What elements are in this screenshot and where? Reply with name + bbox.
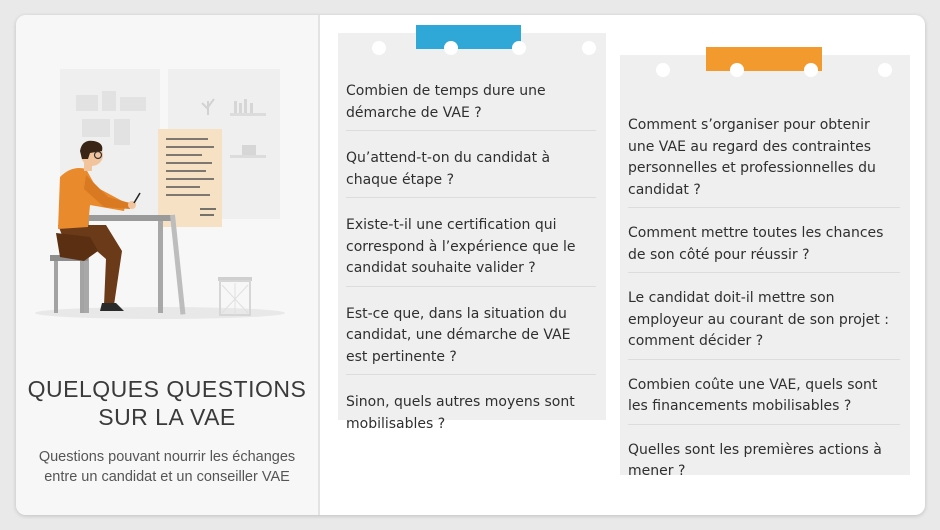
question-item: Le candidat doit-il mettre son employeur au courant de son projet : comment décider ? [628, 288, 900, 360]
question-item: Existe-t-il une certification qui correspond à l’expérience que le candidat souhaite valider ? [346, 215, 596, 287]
punch-hole [444, 41, 458, 55]
punch-hole [878, 63, 892, 77]
person-writing-illustration [30, 65, 310, 330]
question-list [346, 81, 596, 458]
question-item: Quelles sont les premières actions à mener ? [628, 441, 882, 479]
question-item: Combien coûte une VAE, quels sont les financements mobilisables ? [628, 375, 900, 425]
subtitle-line-2: entre un candidat et un conseiller VAE [44, 469, 290, 485]
question-note-orange [620, 55, 910, 479]
punch-hole [512, 41, 526, 55]
title-line-2: SUR LA VAE [98, 404, 236, 430]
punch-hole [804, 63, 818, 77]
paper-sheet [158, 129, 222, 227]
page-title [16, 375, 318, 431]
subtitle-line-1: Questions pouvant nourrir les échanges [38, 449, 296, 465]
left-panel [16, 15, 318, 515]
question-item: Sinon, quels autres moyens sont mobilisables ? [346, 394, 575, 432]
punch-holes [338, 41, 606, 55]
panel-divider [318, 15, 320, 515]
question-item: Combien de temps dure une démarche de VAE ? [346, 81, 596, 131]
punch-holes [620, 63, 910, 77]
title-line-1: QUELQUES QUESTIONS [27, 376, 307, 402]
question-item: Comment mettre toutes les chances de son côté pour réussir ? [628, 223, 900, 273]
question-item: Qu’attend-t-on du candidat à chaque étape ? [346, 148, 596, 198]
question-item: Est-ce que, dans la situation du candidat, une démarche de VAE est pertinente ? [346, 304, 596, 376]
punch-hole [582, 41, 596, 55]
card [16, 15, 925, 515]
stool [50, 255, 88, 313]
page-subtitle [16, 447, 318, 487]
question-item: Comment s’organiser pour obtenir une VAE au regard des contraintes personnelles et professionnelles du candidat ? [628, 115, 900, 208]
question-list [628, 115, 900, 504]
punch-hole [730, 63, 744, 77]
punch-hole [372, 41, 386, 55]
question-note-blue [338, 33, 606, 432]
punch-hole [656, 63, 670, 77]
